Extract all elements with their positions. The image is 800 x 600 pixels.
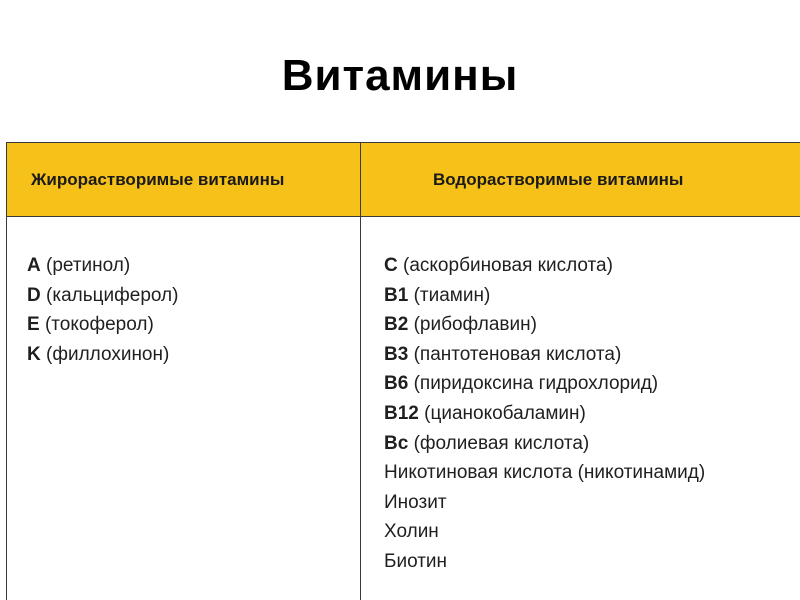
list-item: [384, 399, 705, 429]
list-item: [27, 310, 178, 340]
header-water-soluble: Водорастворимые витамины: [433, 169, 684, 189]
table-header-row: [7, 143, 800, 217]
fat-soluble-list: [27, 251, 178, 369]
list-item: [384, 458, 705, 488]
list-item: [27, 251, 178, 281]
vitamin-name: Холин: [384, 521, 439, 543]
vitamin-code: B6: [384, 373, 409, 395]
vitamin-name: (кальциферол): [46, 284, 179, 306]
list-item: [384, 340, 705, 370]
vitamin-code: E: [27, 314, 40, 336]
list-item: [27, 281, 178, 311]
vitamin-name: (тиамин): [413, 284, 491, 306]
list-item: [384, 488, 705, 518]
vitamin-code: B12: [384, 402, 419, 424]
vitamin-code: D: [27, 284, 41, 306]
vitamins-table: [6, 142, 800, 600]
list-item: [384, 429, 705, 459]
vitamin-name: (ретинол): [46, 255, 131, 276]
vitamin-code: K: [27, 343, 41, 365]
vitamin-name: (рибофлавин): [413, 314, 537, 336]
vitamin-name: Никотиновая кислота (никотинамид): [384, 462, 706, 484]
list-item: [384, 281, 705, 311]
vitamin-code: B3: [384, 343, 409, 365]
vitamin-name: (фолиевая кислота): [413, 432, 590, 454]
vitamin-code: B2: [384, 314, 409, 336]
header-fat-soluble: Жирорастворимые витамины: [31, 169, 285, 189]
vitamin-name: (пантотеновая кислота): [413, 343, 622, 365]
vitamin-name: (токоферол): [44, 314, 154, 336]
water-soluble-list: [384, 251, 705, 577]
list-item: [384, 310, 705, 340]
column-divider: [360, 143, 361, 600]
vitamin-code: A: [27, 255, 41, 276]
vitamin-name: (филлохинон): [46, 343, 170, 365]
vitamin-name: (аскорбиновая кислота): [403, 255, 613, 276]
vitamin-code: C: [384, 255, 398, 276]
vitamin-name: Инозит: [384, 491, 447, 513]
vitamin-code: Bc: [384, 432, 409, 454]
vitamin-name: Биотин: [384, 550, 448, 572]
list-item: [384, 369, 705, 399]
list-item: [384, 517, 705, 547]
vitamin-code: B1: [384, 284, 409, 306]
vitamin-name: (цианокобаламин): [424, 402, 586, 424]
vitamin-name: (пиридоксина гидрохлорид): [413, 373, 659, 395]
list-item: [384, 547, 705, 577]
list-item: [27, 340, 178, 370]
list-item: [384, 251, 705, 281]
page-title: Витамины: [281, 51, 519, 100]
